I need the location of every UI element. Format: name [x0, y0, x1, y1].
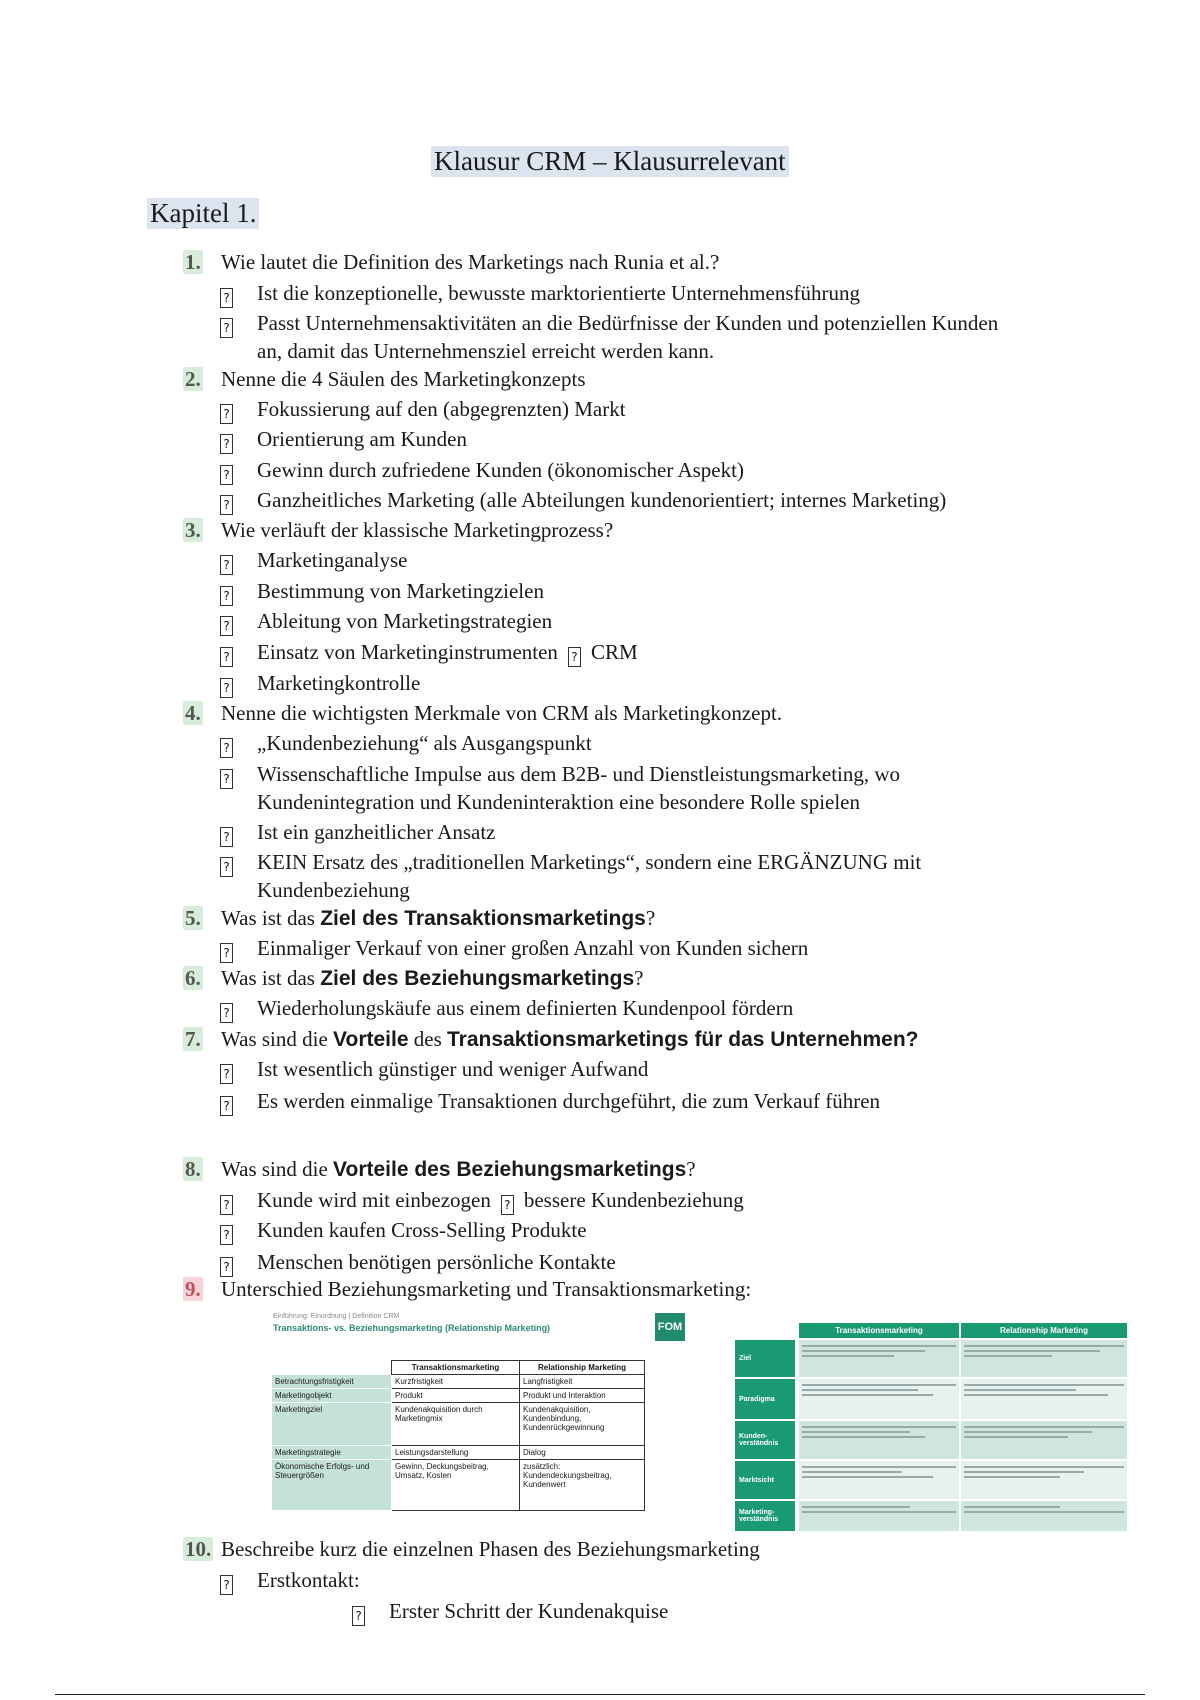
table-row: Betrachtungsfristigkeit Kurzfristigkeit Langfristigkeit: [272, 1375, 645, 1389]
grid-row-label: Kunden-verständnis: [735, 1421, 795, 1459]
question-10: 10. Beschreibe kurz die einzelnen Phasen des Beziehungsmarketing: [185, 1537, 760, 1561]
question-3: 3. Wie verläuft der klassische Marketingprozess?: [185, 518, 614, 542]
list-item: ? Menschen benötigen persönliche Kontakte: [220, 1250, 616, 1277]
checkbox-icon: ?: [220, 434, 233, 454]
checkbox-icon: ?: [220, 1225, 233, 1245]
list-item: ? Bestimmung von Marketingzielen: [220, 579, 544, 606]
checkbox-icon: ?: [220, 1257, 233, 1277]
list-item: ? Passt Unternehmensaktivitäten an die Bedürfnisse der Kunden und potenziellen Kunden: [220, 311, 998, 338]
list-item: ? Erstkontakt:: [220, 1568, 360, 1595]
list-item: ? Wissenschaftliche Impulse aus dem B2B- und Dienstleistungsmarketing, wo: [220, 762, 900, 789]
list-item: ? Gewinn durch zufriedene Kunden (ökonomischer Aspekt): [220, 458, 744, 485]
checkbox-icon: ?: [220, 1096, 233, 1116]
list-item: ? Marketingkontrolle: [220, 671, 420, 698]
checkbox-icon: ?: [220, 1195, 233, 1215]
question-5: 5. Was ist das Ziel des Transaktionsmarketings?: [185, 906, 656, 930]
footer-divider: [55, 1694, 1145, 1695]
question-2: 2. Nenne die 4 Säulen des Marketingkonzepts: [185, 367, 586, 391]
list-item: ? Ist ein ganzheitlicher Ansatz: [220, 820, 496, 847]
checkbox-icon: ?: [352, 1606, 365, 1626]
question-4: 4. Nenne die wichtigsten Merkmale von CRM als Marketingkonzept.: [185, 701, 783, 725]
table-header: Relationship Marketing: [520, 1361, 645, 1375]
checkbox-icon: ?: [220, 647, 233, 667]
table-row: Ökonomische Erfolgs- und Steuergrößen Gewinn, Deckungsbeitrag, Umsatz, Kosten zusätzlich: Kundendeckungsbeitrag, Kundenwert: [272, 1460, 645, 1511]
comparison-grid-image: [735, 1323, 1127, 1531]
list-item: ? Ableitung von Marketingstrategien: [220, 609, 552, 636]
list-item: ? Ganzheitliches Marketing (alle Abteilungen kundenorientiert; internes Marketing): [220, 488, 946, 515]
checkbox-icon: ?: [220, 495, 233, 515]
slide-header: Transaktions- vs. Beziehungsmarketing (Relationship Marketing): [273, 1323, 551, 1333]
grid-row-label: Marketing-verständnis: [735, 1501, 795, 1531]
comparison-table-image: [263, 1313, 689, 1533]
table-row: Marketingobjekt Produkt Produkt und Interaktion: [272, 1389, 645, 1403]
grid-row-label: Marktsicht: [735, 1461, 795, 1499]
list-item-continuation: an, damit das Unternehmensziel erreicht werden kann.: [257, 339, 715, 363]
checkbox-icon: ?: [220, 738, 233, 758]
list-item: ? Einsatz von Marketinginstrumenten ? CRM: [220, 640, 638, 667]
checkbox-icon: ?: [220, 769, 233, 789]
question-1: 1. Wie lautet die Definition des Marketings nach Runia et al.?: [185, 250, 720, 274]
list-item: ? Orientierung am Kunden: [220, 427, 467, 454]
checkbox-icon: ?: [220, 616, 233, 636]
checkbox-icon: ?: [220, 857, 233, 877]
checkbox-icon: ?: [220, 678, 233, 698]
comparison-table: [271, 1360, 645, 1511]
list-item: ? „Kundenbeziehung“ als Ausgangspunkt: [220, 731, 592, 758]
list-item: ? KEIN Ersatz des „traditionellen Marketings“, sondern eine ERGÄNZUNG mit: [220, 850, 921, 877]
slide-breadcrumb: Einführung: Einordnung | Definition CRM: [273, 1313, 400, 1320]
list-item-continuation: Kundenintegration und Kundeninteraktion eine besondere Rolle spielen: [257, 790, 861, 814]
chapter-heading: Kapitel 1.: [147, 198, 259, 229]
sub-list-item: ? Erster Schritt der Kundenakquise: [352, 1599, 668, 1626]
list-item: ? Fokussierung auf den (abgegrenzten) Markt: [220, 397, 626, 424]
checkbox-icon: ?: [220, 586, 233, 606]
list-item: ? Marketinganalyse: [220, 548, 407, 575]
arrow-placeholder-icon: ?: [568, 647, 581, 667]
table-row: Marketingstrategie Leistungsdarstellung Dialog: [272, 1446, 645, 1460]
grid-row-label: Paradigma: [735, 1379, 795, 1419]
list-item: ? Einmaliger Verkauf von einer großen Anzahl von Kunden sichern: [220, 936, 808, 963]
checkbox-icon: ?: [220, 943, 233, 963]
document-title: Klausur CRM – Klausurrelevant: [431, 146, 789, 177]
grid-row-label: Ziel: [735, 1340, 795, 1377]
checkbox-icon: ?: [220, 318, 233, 338]
list-item: ? Ist wesentlich günstiger und weniger Aufwand: [220, 1057, 648, 1084]
list-item: ? Ist die konzeptionelle, bewusste marktorientierte Unternehmensführung: [220, 281, 860, 308]
question-6: 6. Was ist das Ziel des Beziehungsmarketings?: [185, 966, 644, 990]
checkbox-icon: ?: [220, 465, 233, 485]
question-7: 7. Was sind die Vorteile des Transaktionsmarketings für das Unternehmen?: [185, 1027, 919, 1051]
table-row: Marketingziel Kundenakquisition durch Marketingmix Kundenakquisition, Kundenbindung, Kundenrückgewinnung: [272, 1403, 645, 1446]
question-8: 8. Was sind die Vorteile des Beziehungsmarketings?: [185, 1157, 696, 1181]
question-9: 9. Unterschied Beziehungsmarketing und Transaktionsmarketing:: [185, 1277, 752, 1301]
checkbox-icon: ?: [220, 1064, 233, 1084]
list-item: ? Kunde wird mit einbezogen ? bessere Kundenbeziehung: [220, 1188, 744, 1215]
list-item: ? Es werden einmalige Transaktionen durchgeführt, die zum Verkauf führen: [220, 1089, 880, 1116]
checkbox-icon: ?: [220, 288, 233, 308]
checkbox-icon: ?: [220, 1003, 233, 1023]
list-item: ? Wiederholungskäufe aus einem definierten Kundenpool fördern: [220, 996, 793, 1023]
grid-header: Relationship Marketing: [961, 1323, 1127, 1338]
fom-logo: FOM: [655, 1313, 685, 1341]
checkbox-icon: ?: [220, 827, 233, 847]
table-header: Transaktionsmarketing: [392, 1361, 520, 1375]
list-item: ? Kunden kaufen Cross-Selling Produkte: [220, 1218, 587, 1245]
checkbox-icon: ?: [220, 1575, 233, 1595]
checkbox-icon: ?: [220, 555, 233, 575]
arrow-placeholder-icon: ?: [501, 1195, 514, 1215]
grid-header: Transaktionsmarketing: [799, 1323, 959, 1338]
list-item-continuation: Kundenbeziehung: [257, 878, 410, 902]
checkbox-icon: ?: [220, 404, 233, 424]
